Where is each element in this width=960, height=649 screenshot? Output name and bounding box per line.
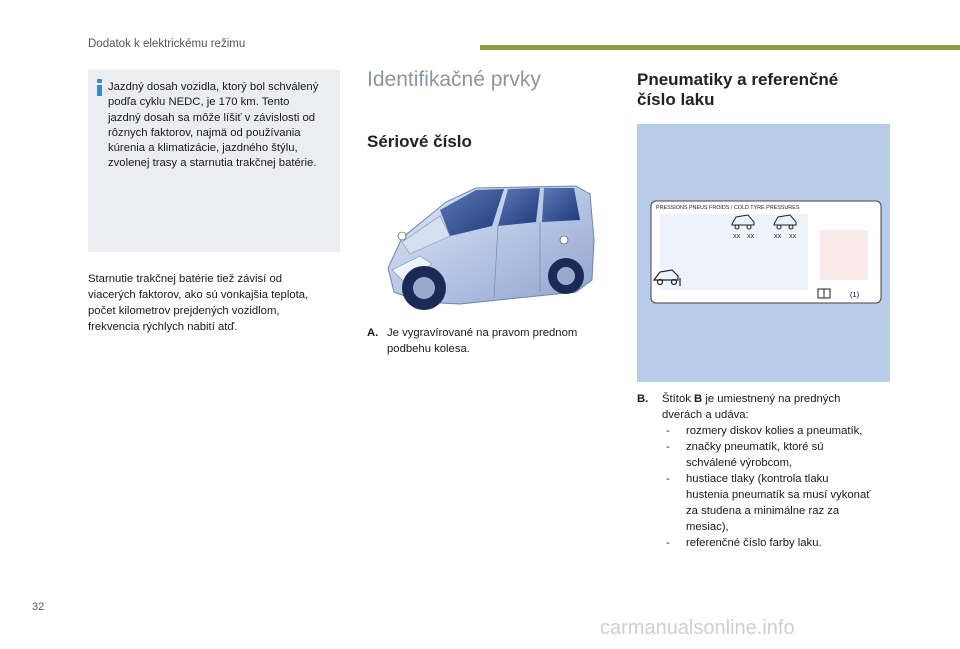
bullet-item: - hustiace tlaky (kontrola tlaku hustenia pneumatík sa musí vykonať za studena a minimálne raz za mesiac),: [662, 471, 897, 535]
section-title: Dodatok k elektrickému režimu: [88, 38, 246, 50]
item-a-label: A.: [367, 327, 379, 339]
watermark: carmanualsonline.info: [600, 617, 795, 639]
item-b: B. Štítok B je umiestnený na predných dverách a udáva: - rozmery diskov kolies a pneumatík, - značky pneumatík, ktoré sú schválené výrobcom, - hustiace tlaky (kontrola tlaku hustenia pneumatík sa musí vykonať za studena a minimálne raz za mesiac), - referenčné číslo farby laku.: [637, 391, 897, 551]
item-a: A. Je vygravírované na pravom prednom podbehu kolesa.: [367, 327, 578, 355]
bullet-item: - značky pneumatík, ktoré sú schválené výrobcom,: [662, 439, 897, 471]
bullet-item: - referenčné číslo farby laku.: [662, 535, 897, 551]
info-note-text: Jazdný dosah vozidla, ktorý bol schválený podľa cyklu NEDC, je 170 km. Tento jazdný dosah sa môže líšiť v závislosti od rôznych faktorov, najmä od používania kúrenia a klimatizácie, jazdného štýlu, zvolenej trasy a starnutia trakčnej batérie.: [108, 81, 319, 170]
tyre-label-footnote: (1): [850, 290, 860, 299]
tyre-pressure-label: [650, 200, 882, 304]
header-accent-bar: [480, 45, 960, 50]
svg-text:XX: XX: [747, 234, 755, 240]
bullet-item: - rozmery diskov kolies a pneumatík,: [662, 423, 897, 439]
tyres-paint-heading: Pneumatiky a referenčné číslo laku: [637, 70, 839, 109]
page-number: 32: [32, 601, 45, 613]
identification-heading: Identifikačné prvky: [367, 68, 541, 91]
van-illustration: [380, 180, 598, 322]
info-icon: [95, 79, 104, 96]
item-b-intro: Štítok B je umiestnený na predných: [662, 393, 841, 405]
item-b-label: B.: [637, 393, 649, 405]
svg-text:XX: XX: [789, 234, 797, 240]
svg-text:XX: XX: [774, 234, 782, 240]
svg-text:XX: XX: [733, 234, 741, 240]
serial-number-heading: Sériové číslo: [367, 132, 472, 151]
tyre-label-title: PRESSIONS PNEUS FROIDS / COLD TYRE PRESSURES: [656, 205, 800, 211]
battery-paragraph: Starnutie trakčnej batérie tiež závisí od viacerých faktorov, ako sú vonkajšia teplota, počet kilometrov prejdených vozidlom, frekvencia rýchlych nabití atď.: [88, 273, 309, 333]
